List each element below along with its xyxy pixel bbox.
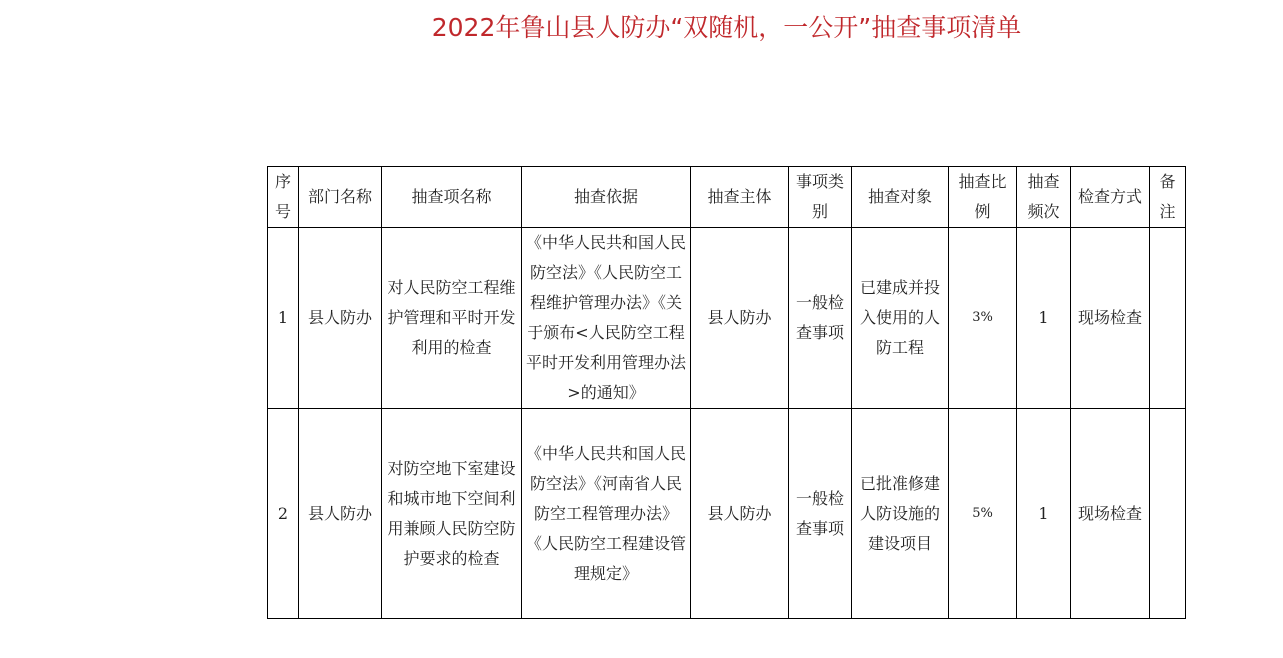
cell-method: 现场检查 bbox=[1071, 228, 1150, 409]
cell-method: 现场检查 bbox=[1071, 409, 1150, 619]
header-cell: 检查方式 bbox=[1071, 167, 1150, 228]
header-cell: 事项类别 bbox=[789, 167, 852, 228]
cell-no: 1 bbox=[268, 228, 299, 409]
header-cell: 抽查主体 bbox=[691, 167, 789, 228]
cell-basis: 《中华人民共和国人民防空法》《人民防空工程维护管理办法》《关于颁布<人民防空工程平时开发利用管理办法>的通知》 bbox=[522, 228, 691, 409]
cell-ratio: 3% bbox=[949, 228, 1017, 409]
table-row bbox=[268, 409, 1186, 619]
cell-item: 对防空地下室建设和城市地下空间利用兼顾人民防空防护要求的检查 bbox=[382, 409, 522, 619]
page-title: 2022年鲁山县人防办“双随机，一公开”抽查事项清单 bbox=[431, 13, 1022, 42]
cell-basis: 《中华人民共和国人民防空法》《河南省人民防空工程管理办法》《人民防空工程建设管理规定》 bbox=[522, 409, 691, 619]
header-row bbox=[268, 167, 1186, 228]
header-cell: 序号 bbox=[268, 167, 299, 228]
table-row bbox=[268, 228, 1186, 409]
cell-item: 对人民防空工程维护管理和平时开发利用的检查 bbox=[382, 228, 522, 409]
header-cell: 抽查依据 bbox=[522, 167, 691, 228]
cell-category: 一般检查事项 bbox=[789, 409, 852, 619]
header-cell: 备注 bbox=[1150, 167, 1186, 228]
cell-note bbox=[1150, 228, 1186, 409]
cell-target: 已批准修建人防设施的建设项目 bbox=[852, 409, 949, 619]
inspection-table bbox=[267, 166, 1186, 619]
header-cell: 部门名称 bbox=[299, 167, 382, 228]
cell-category: 一般检查事项 bbox=[789, 228, 852, 409]
cell-freq: 1 bbox=[1017, 228, 1071, 409]
cell-subject: 县人防办 bbox=[691, 409, 789, 619]
header-cell: 抽查比例 bbox=[949, 167, 1017, 228]
cell-no: 2 bbox=[268, 409, 299, 619]
header-cell: 抽查项名称 bbox=[382, 167, 522, 228]
cell-dept: 县人防办 bbox=[299, 409, 382, 619]
header-cell: 抽查对象 bbox=[852, 167, 949, 228]
cell-target: 已建成并投入使用的人防工程 bbox=[852, 228, 949, 409]
header-cell: 抽查频次 bbox=[1017, 167, 1071, 228]
cell-ratio: 5% bbox=[949, 409, 1017, 619]
cell-note bbox=[1150, 409, 1186, 619]
cell-subject: 县人防办 bbox=[691, 228, 789, 409]
cell-freq: 1 bbox=[1017, 409, 1071, 619]
cell-dept: 县人防办 bbox=[299, 228, 382, 409]
